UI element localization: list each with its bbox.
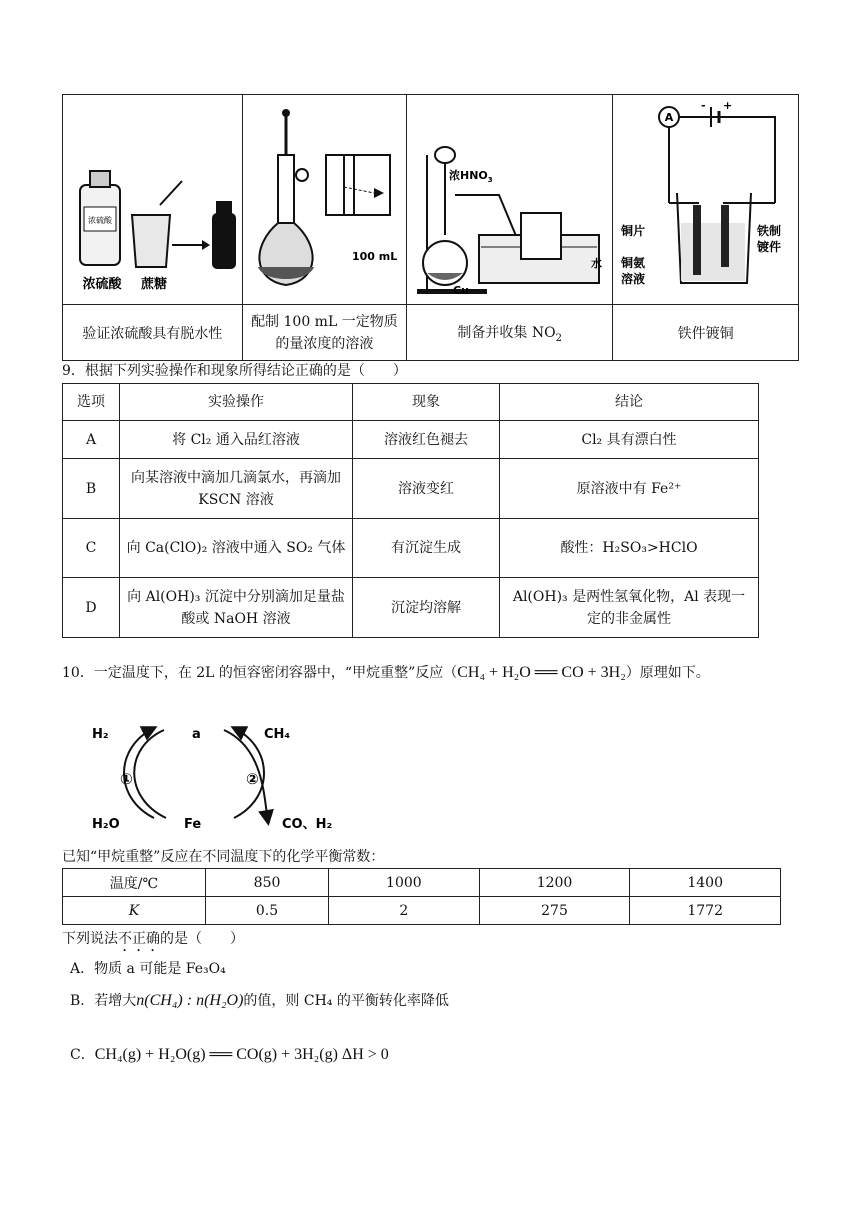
q9-row-conclusion: 原溶液中有 Fe²⁺: [500, 459, 759, 519]
cycle-a: a: [192, 727, 201, 742]
fig3-label-acid: 浓$HNO_3$: [448, 169, 493, 184]
q9-row-b: [63, 459, 759, 519]
k-table-temp: 1200: [479, 869, 630, 897]
k-table-temp-label: 温度/℃: [63, 869, 206, 897]
cycle-fe: Fe: [184, 817, 202, 832]
q9-row-phenomenon: 溶液变红: [353, 459, 500, 519]
option-c-equation: CH₄(g) + H₂O(g) ══ CO(g) + 3H₂(g) ΔH > 0: [94, 1046, 389, 1063]
cycle-h2o: H₂O: [92, 817, 120, 832]
cycle-step1: ①: [120, 770, 133, 788]
fig1-dehydration-illustration: [64, 95, 240, 300]
q10-option-c: C．CH₄(g) + H₂O(g) ══ CO(g) + 3H₂(g) ΔH > 0: [70, 1046, 389, 1063]
fig4-electroplating-illustration: [615, 95, 797, 300]
k-table-k: 1772: [630, 897, 781, 925]
q10-k-intro: 已知“甲烷重整”反应在不同温度下的化学平衡常数：: [62, 849, 385, 865]
q9-row-operation: 向 Al(OH)₃ 沉淀中分别滴加足量盐酸或 NaOH 溶液: [120, 578, 353, 638]
fig2-cell: [242, 95, 406, 305]
q9-header-operation: 实验操作: [120, 384, 353, 421]
q10-ask: 下列说法不正确的是（ ）: [62, 931, 244, 947]
cycle-h2: H₂: [92, 727, 109, 742]
fig2-label-volume: 100 mL: [351, 250, 398, 263]
fig4-caption: 铁件镀铜: [613, 305, 799, 361]
fig1-caption: 验证浓硫酸具有脱水性: [63, 305, 243, 361]
q10-cycle-diagram: [84, 718, 354, 836]
fig4-plus: +: [722, 99, 732, 112]
q9-header-phenomenon: 现象: [353, 384, 500, 421]
fig4-label-iron2: 镀件: [756, 240, 781, 254]
q9-stem: 9．根据下列实验操作和现象所得结论正确的是（ ）: [62, 363, 407, 379]
k-table-k: 275: [479, 897, 630, 925]
k-table-k-label: K: [63, 897, 206, 925]
cycle-step2: ②: [246, 770, 259, 788]
fig3-cell: [407, 95, 613, 305]
q9-header-conclusion: 结论: [500, 384, 759, 421]
q9-row-phenomenon: 溶液红色褪去: [353, 421, 500, 459]
q9-table: [62, 383, 759, 638]
q9-row-operation: 向 Ca(ClO)₂ 溶液中通入 SO₂ 气体: [120, 519, 353, 578]
fig4-minus: -: [700, 99, 706, 112]
cycle-co-h2: CO、H₂: [282, 817, 333, 832]
k-table-temp: 1400: [630, 869, 781, 897]
fig1-bottle-tag: 浓硫酸: [88, 216, 113, 225]
fig3-no2-apparatus-illustration: [409, 95, 611, 300]
fig4-label-sol1: 铜氨: [620, 256, 645, 270]
k-table-k: 0.5: [206, 897, 329, 925]
fig2-volumetric-flask-illustration: [244, 95, 405, 300]
q8-table: [62, 94, 799, 361]
q9-row-conclusion: Al(OH)₃ 是两性氢氧化物，Al 表现一定的非金属性: [500, 578, 759, 638]
fig2-caption: 配制 100 mL 一定物质的量浓度的溶液: [242, 305, 406, 361]
q9-row-option: B: [63, 459, 120, 519]
option-b-ratio: n(CH₄) : n(H₂O): [136, 992, 244, 1009]
fig4-label-sol2: 溶液: [620, 272, 645, 286]
fig1-label-sucrose: 蔗糖: [141, 277, 168, 292]
cycle-ch4: CH₄: [264, 727, 291, 742]
fig3-label-cu: Cu: [452, 284, 469, 297]
q9-row-phenomenon: 沉淀均溶解: [353, 578, 500, 638]
k-table-k: 2: [329, 897, 480, 925]
emphasis-not-correct: 不正确: [118, 931, 160, 947]
q10-stem: 10．一定温度下，在 2L 的恒容密闭容器中，“甲烷重整”反应（CH₄ + H₂O ══ CO + 3H₂）原理如下。: [62, 664, 710, 681]
fig1-cell: [63, 95, 243, 305]
q10-option-b: B．若增大n(CH₄) : n(H₂O)的值，则 CH₄ 的平衡转化率降低: [70, 992, 449, 1009]
q9-row-d: [63, 578, 759, 638]
k-table-temp: 1000: [329, 869, 480, 897]
q10-option-a: A．物质 a 可能是 Fe₃O₄: [70, 961, 226, 977]
q9-row-c: [63, 519, 759, 578]
fig4-label-copper: 铜片: [620, 224, 645, 238]
fig4-ammeter-icon: A: [664, 111, 673, 124]
q10-reaction-equation: CH₄ + H₂O ══ CO + 3H₂: [457, 664, 626, 681]
q9-row-a: [63, 421, 759, 459]
k-table-temp: 850: [206, 869, 329, 897]
q9-row-option: C: [63, 519, 120, 578]
fig1-label-acid: 浓硫酸: [82, 277, 122, 292]
q9-row-option: D: [63, 578, 120, 638]
fig4-cell: [613, 95, 799, 305]
q10-k-table: [62, 868, 781, 925]
fig3-label-water: 水: [590, 257, 602, 270]
q9-row-conclusion: Cl₂ 具有漂白性: [500, 421, 759, 459]
q9-row-operation: 向某溶液中滴加几滴氯水，再滴加 KSCN 溶液: [120, 459, 353, 519]
fig4-label-iron1: 铁制: [756, 224, 781, 238]
q9-row-conclusion: 酸性：H₂SO₃>HClO: [500, 519, 759, 578]
q9-header-option: 选项: [63, 384, 120, 421]
q9-row-option: A: [63, 421, 120, 459]
fig3-caption: 制备并收集 $NO_2$: [407, 305, 613, 361]
q9-row-operation: 将 Cl₂ 通入品红溶液: [120, 421, 353, 459]
q9-row-phenomenon: 有沉淀生成: [353, 519, 500, 578]
